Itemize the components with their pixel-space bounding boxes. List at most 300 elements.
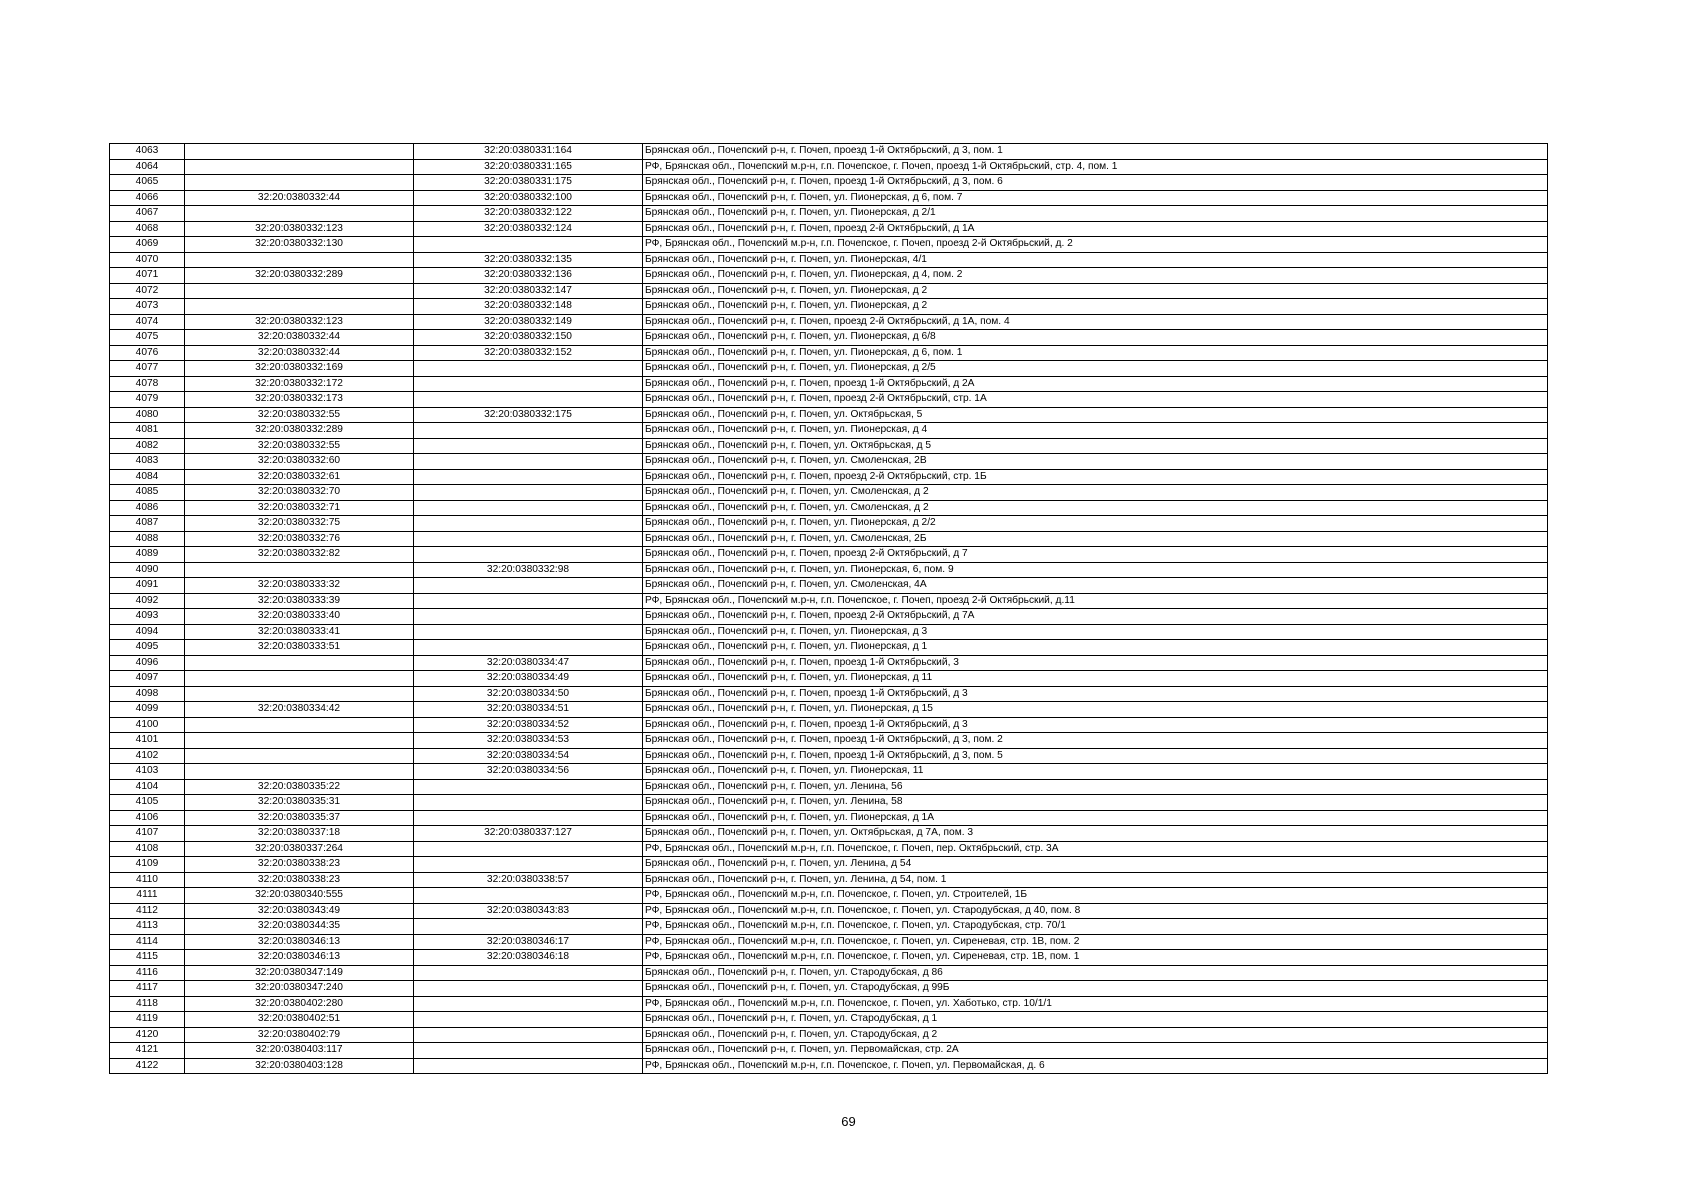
- object-cadastral-number-cell: 32:20:0380334:56: [414, 764, 643, 780]
- row-number-cell: 4075: [110, 330, 185, 346]
- land-plot-cadastral-number-cell: 32:20:0380403:117: [185, 1043, 414, 1059]
- land-plot-cadastral-number-cell: 32:20:0380333:41: [185, 624, 414, 640]
- row-number-cell: 4107: [110, 826, 185, 842]
- row-number-cell: 4088: [110, 531, 185, 547]
- object-cadastral-number-cell: 32:20:0380346:17: [414, 934, 643, 950]
- row-number-cell: 4115: [110, 950, 185, 966]
- address-cell: Брянская обл., Почепский р-н, г. Почеп, ул. Пионерская, 6, пом. 9: [643, 562, 1548, 578]
- table-row: [110, 159, 1548, 175]
- table-row: [110, 764, 1548, 780]
- address-cell: Брянская обл., Почепский р-н, г. Почеп, ул. Стародубская, д 99Б: [643, 981, 1548, 997]
- table-row: [110, 268, 1548, 284]
- row-number-cell: 4063: [110, 144, 185, 160]
- table-row: [110, 500, 1548, 516]
- table-row: [110, 981, 1548, 997]
- object-cadastral-number-cell: [414, 423, 643, 439]
- address-cell: Брянская обл., Почепский р-н, г. Почеп, ул. Стародубская, д 2: [643, 1027, 1548, 1043]
- table-row: [110, 888, 1548, 904]
- land-plot-cadastral-number-cell: 32:20:0380332:60: [185, 454, 414, 470]
- table-row: [110, 392, 1548, 408]
- row-number-cell: 4070: [110, 252, 185, 268]
- land-plot-cadastral-number-cell: 32:20:0380347:240: [185, 981, 414, 997]
- row-number-cell: 4102: [110, 748, 185, 764]
- object-cadastral-number-cell: 32:20:0380332:122: [414, 206, 643, 222]
- row-number-cell: 4069: [110, 237, 185, 253]
- table-row: [110, 330, 1548, 346]
- address-cell: Брянская обл., Почепский р-н, г. Почеп, проезд 2-й Октябрьский, стр. 1Б: [643, 469, 1548, 485]
- object-cadastral-number-cell: [414, 965, 643, 981]
- table-row: [110, 1043, 1548, 1059]
- table-row: [110, 857, 1548, 873]
- table-row: [110, 1058, 1548, 1074]
- land-plot-cadastral-number-cell: 32:20:0380335:31: [185, 795, 414, 811]
- table-row: [110, 810, 1548, 826]
- row-number-cell: 4085: [110, 485, 185, 501]
- object-cadastral-number-cell: 32:20:0380334:54: [414, 748, 643, 764]
- address-cell: Брянская обл., Почепский р-н, г. Почеп, проезд 1-й Октябрьский, д 3, пом. 6: [643, 175, 1548, 191]
- table-row: [110, 1027, 1548, 1043]
- address-cell: Брянская обл., Почепский р-н, г. Почеп, проезд 1-й Октябрьский, д 2А: [643, 376, 1548, 392]
- address-cell: Брянская обл., Почепский р-н, г. Почеп, ул. Пионерская, д 2/5: [643, 361, 1548, 377]
- object-cadastral-number-cell: [414, 624, 643, 640]
- table-row: [110, 516, 1548, 532]
- object-cadastral-number-cell: [414, 469, 643, 485]
- table-row: [110, 686, 1548, 702]
- cadastral-registry-table: [109, 143, 1548, 1074]
- table-row: [110, 283, 1548, 299]
- object-cadastral-number-cell: 32:20:0380332:136: [414, 268, 643, 284]
- object-cadastral-number-cell: 32:20:0380332:150: [414, 330, 643, 346]
- object-cadastral-number-cell: [414, 593, 643, 609]
- land-plot-cadastral-number-cell: 32:20:0380332:55: [185, 438, 414, 454]
- land-plot-cadastral-number-cell: [185, 299, 414, 315]
- table-row: [110, 221, 1548, 237]
- row-number-cell: 4073: [110, 299, 185, 315]
- address-cell: Брянская обл., Почепский р-н, г. Почеп, ул. Ленина, 56: [643, 779, 1548, 795]
- row-number-cell: 4068: [110, 221, 185, 237]
- address-cell: Брянская обл., Почепский р-н, г. Почеп, ул. Смоленская, д 2: [643, 500, 1548, 516]
- table-row: [110, 996, 1548, 1012]
- object-cadastral-number-cell: 32:20:0380343:83: [414, 903, 643, 919]
- land-plot-cadastral-number-cell: 32:20:0380332:130: [185, 237, 414, 253]
- address-cell: РФ, Брянская обл., Почепский м.р-н, г.п. Почепское, г. Почеп, ул. Сиреневая, стр. 1В, пом. 2: [643, 934, 1548, 950]
- object-cadastral-number-cell: [414, 361, 643, 377]
- object-cadastral-number-cell: [414, 454, 643, 470]
- land-plot-cadastral-number-cell: 32:20:0380332:76: [185, 531, 414, 547]
- address-cell: РФ, Брянская обл., Почепский м.р-н, г.п. Почепское, г. Почеп, ул. Хаботько, стр. 10/1/1: [643, 996, 1548, 1012]
- object-cadastral-number-cell: 32:20:0380334:49: [414, 671, 643, 687]
- address-cell: РФ, Брянская обл., Почепский м.р-н, г.п. Почепское, г. Почеп, ул. Первомайская, д. 6: [643, 1058, 1548, 1074]
- address-cell: Брянская обл., Почепский р-н, г. Почеп, проезд 1-й Октябрьский, 3: [643, 655, 1548, 671]
- row-number-cell: 4091: [110, 578, 185, 594]
- table-row: [110, 1012, 1548, 1028]
- address-cell: Брянская обл., Почепский р-н, г. Почеп, ул. Стародубская, д 86: [643, 965, 1548, 981]
- land-plot-cadastral-number-cell: 32:20:0380337:264: [185, 841, 414, 857]
- table-row: [110, 144, 1548, 160]
- table-row: [110, 733, 1548, 749]
- land-plot-cadastral-number-cell: 32:20:0380332:70: [185, 485, 414, 501]
- object-cadastral-number-cell: 32:20:0380338:57: [414, 872, 643, 888]
- table-row: [110, 841, 1548, 857]
- object-cadastral-number-cell: 32:20:0380332:149: [414, 314, 643, 330]
- address-cell: Брянская обл., Почепский р-н, г. Почеп, ул. Ленина, д 54: [643, 857, 1548, 873]
- row-number-cell: 4111: [110, 888, 185, 904]
- land-plot-cadastral-number-cell: 32:20:0380332:173: [185, 392, 414, 408]
- row-number-cell: 4066: [110, 190, 185, 206]
- row-number-cell: 4064: [110, 159, 185, 175]
- address-cell: Брянская обл., Почепский р-н, г. Почеп, ул. Пионерская, д 4, пом. 2: [643, 268, 1548, 284]
- table-row: [110, 438, 1548, 454]
- address-cell: РФ, Брянская обл., Почепский м.р-н, г.п. Почепское, г. Почеп, ул. Стародубская, д 40, пом. 8: [643, 903, 1548, 919]
- object-cadastral-number-cell: [414, 438, 643, 454]
- land-plot-cadastral-number-cell: 32:20:0380346:13: [185, 934, 414, 950]
- row-number-cell: 4108: [110, 841, 185, 857]
- table-row: [110, 361, 1548, 377]
- row-number-cell: 4104: [110, 779, 185, 795]
- table-row: [110, 934, 1548, 950]
- object-cadastral-number-cell: [414, 888, 643, 904]
- table-row: [110, 454, 1548, 470]
- object-cadastral-number-cell: [414, 857, 643, 873]
- row-number-cell: 4083: [110, 454, 185, 470]
- address-cell: Брянская обл., Почепский р-н, г. Почеп, ул. Пионерская, д 2: [643, 299, 1548, 315]
- land-plot-cadastral-number-cell: 32:20:0380333:32: [185, 578, 414, 594]
- row-number-cell: 4077: [110, 361, 185, 377]
- land-plot-cadastral-number-cell: 32:20:0380332:44: [185, 345, 414, 361]
- land-plot-cadastral-number-cell: 32:20:0380344:35: [185, 919, 414, 935]
- address-cell: Брянская обл., Почепский р-н, г. Почеп, ул. Октябрьская, 5: [643, 407, 1548, 423]
- table-row: [110, 717, 1548, 733]
- address-cell: Брянская обл., Почепский р-н, г. Почеп, ул. Пионерская, д 15: [643, 702, 1548, 718]
- table-row: [110, 237, 1548, 253]
- land-plot-cadastral-number-cell: 32:20:0380332:82: [185, 547, 414, 563]
- address-cell: Брянская обл., Почепский р-н, г. Почеп, ул. Смоленская, д 2: [643, 485, 1548, 501]
- row-number-cell: 4082: [110, 438, 185, 454]
- row-number-cell: 4090: [110, 562, 185, 578]
- row-number-cell: 4117: [110, 981, 185, 997]
- land-plot-cadastral-number-cell: [185, 252, 414, 268]
- table-row: [110, 826, 1548, 842]
- land-plot-cadastral-number-cell: 32:20:0380402:51: [185, 1012, 414, 1028]
- object-cadastral-number-cell: 32:20:0380334:50: [414, 686, 643, 702]
- land-plot-cadastral-number-cell: 32:20:0380337:18: [185, 826, 414, 842]
- address-cell: Брянская обл., Почепский р-н, г. Почеп, проезд 1-й Октябрьский, д 3: [643, 717, 1548, 733]
- land-plot-cadastral-number-cell: 32:20:0380332:289: [185, 268, 414, 284]
- object-cadastral-number-cell: 32:20:0380334:52: [414, 717, 643, 733]
- address-cell: Брянская обл., Почепский р-н, г. Почеп, ул. Пионерская, д 2/2: [643, 516, 1548, 532]
- land-plot-cadastral-number-cell: 32:20:0380332:44: [185, 190, 414, 206]
- land-plot-cadastral-number-cell: 32:20:0380343:49: [185, 903, 414, 919]
- table-row: [110, 531, 1548, 547]
- object-cadastral-number-cell: 32:20:0380332:148: [414, 299, 643, 315]
- object-cadastral-number-cell: 32:20:0380332:100: [414, 190, 643, 206]
- table-row: [110, 562, 1548, 578]
- row-number-cell: 4098: [110, 686, 185, 702]
- land-plot-cadastral-number-cell: [185, 764, 414, 780]
- table-row: [110, 593, 1548, 609]
- address-cell: Брянская обл., Почепский р-н, г. Почеп, ул. Первомайская, стр. 2А: [643, 1043, 1548, 1059]
- row-number-cell: 4086: [110, 500, 185, 516]
- row-number-cell: 4110: [110, 872, 185, 888]
- object-cadastral-number-cell: 32:20:0380332:152: [414, 345, 643, 361]
- land-plot-cadastral-number-cell: 32:20:0380332:55: [185, 407, 414, 423]
- row-number-cell: 4067: [110, 206, 185, 222]
- land-plot-cadastral-number-cell: 32:20:0380338:23: [185, 857, 414, 873]
- address-cell: Брянская обл., Почепский р-н, г. Почеп, ул. Пионерская, д 1: [643, 640, 1548, 656]
- address-cell: Брянская обл., Почепский р-н, г. Почеп, ул. Пионерская, д 2/1: [643, 206, 1548, 222]
- table-row: [110, 655, 1548, 671]
- row-number-cell: 4095: [110, 640, 185, 656]
- address-cell: РФ, Брянская обл., Почепский м.р-н, г.п. Почепское, г. Почеп, ул. Стародубская, стр. 70/1: [643, 919, 1548, 935]
- address-cell: Брянская обл., Почепский р-н, г. Почеп, ул. Смоленская, 2Б: [643, 531, 1548, 547]
- land-plot-cadastral-number-cell: [185, 206, 414, 222]
- row-number-cell: 4121: [110, 1043, 185, 1059]
- row-number-cell: 4089: [110, 547, 185, 563]
- land-plot-cadastral-number-cell: 32:20:0380403:128: [185, 1058, 414, 1074]
- row-number-cell: 4079: [110, 392, 185, 408]
- object-cadastral-number-cell: [414, 485, 643, 501]
- object-cadastral-number-cell: [414, 640, 643, 656]
- table-row: [110, 376, 1548, 392]
- row-number-cell: 4109: [110, 857, 185, 873]
- table-row: [110, 702, 1548, 718]
- object-cadastral-number-cell: [414, 547, 643, 563]
- address-cell: РФ, Брянская обл., Почепский м.р-н, г.п. Почепское, г. Почеп, ул. Сиреневая, стр. 1В, пом. 1: [643, 950, 1548, 966]
- land-plot-cadastral-number-cell: [185, 671, 414, 687]
- address-cell: Брянская обл., Почепский р-н, г. Почеп, проезд 1-й Октябрьский, д 3: [643, 686, 1548, 702]
- page-number: 69: [841, 1114, 856, 1129]
- address-cell: Брянская обл., Почепский р-н, г. Почеп, ул. Стародубская, д 1: [643, 1012, 1548, 1028]
- table-row: [110, 640, 1548, 656]
- land-plot-cadastral-number-cell: [185, 748, 414, 764]
- address-cell: Брянская обл., Почепский р-н, г. Почеп, ул. Пионерская, д 3: [643, 624, 1548, 640]
- address-cell: Брянская обл., Почепский р-н, г. Почеп, ул. Пионерская, д 2: [643, 283, 1548, 299]
- address-cell: Брянская обл., Почепский р-н, г. Почеп, ул. Пионерская, д 6/8: [643, 330, 1548, 346]
- land-plot-cadastral-number-cell: [185, 686, 414, 702]
- object-cadastral-number-cell: [414, 996, 643, 1012]
- land-plot-cadastral-number-cell: 32:20:0380334:42: [185, 702, 414, 718]
- address-cell: Брянская обл., Почепский р-н, г. Почеп, проезд 2-й Октябрьский, д 7: [643, 547, 1548, 563]
- table-row: [110, 965, 1548, 981]
- land-plot-cadastral-number-cell: 32:20:0380335:22: [185, 779, 414, 795]
- object-cadastral-number-cell: [414, 1058, 643, 1074]
- row-number-cell: 4112: [110, 903, 185, 919]
- land-plot-cadastral-number-cell: 32:20:0380332:75: [185, 516, 414, 532]
- table-row: [110, 748, 1548, 764]
- address-cell: Брянская обл., Почепский р-н, г. Почеп, проезд 2-й Октябрьский, д 1А, пом. 4: [643, 314, 1548, 330]
- table-row: [110, 469, 1548, 485]
- object-cadastral-number-cell: 32:20:0380337:127: [414, 826, 643, 842]
- address-cell: Брянская обл., Почепский р-н, г. Почеп, проезд 1-й Октябрьский, д 3, пом. 1: [643, 144, 1548, 160]
- object-cadastral-number-cell: [414, 500, 643, 516]
- object-cadastral-number-cell: 32:20:0380332:147: [414, 283, 643, 299]
- address-cell: Брянская обл., Почепский р-н, г. Почеп, ул. Пионерская, д 6, пом. 7: [643, 190, 1548, 206]
- object-cadastral-number-cell: [414, 376, 643, 392]
- row-number-cell: 4105: [110, 795, 185, 811]
- object-cadastral-number-cell: 32:20:0380332:135: [414, 252, 643, 268]
- registry-table-body: [110, 144, 1548, 1074]
- object-cadastral-number-cell: [414, 841, 643, 857]
- object-cadastral-number-cell: [414, 531, 643, 547]
- table-row: [110, 423, 1548, 439]
- land-plot-cadastral-number-cell: 32:20:0380335:37: [185, 810, 414, 826]
- land-plot-cadastral-number-cell: 32:20:0380332:61: [185, 469, 414, 485]
- object-cadastral-number-cell: [414, 1012, 643, 1028]
- address-cell: Брянская обл., Почепский р-н, г. Почеп, ул. Смоленская, 4А: [643, 578, 1548, 594]
- land-plot-cadastral-number-cell: 32:20:0380402:280: [185, 996, 414, 1012]
- address-cell: Брянская обл., Почепский р-н, г. Почеп, ул. Пионерская, д 4: [643, 423, 1548, 439]
- address-cell: Брянская обл., Почепский р-н, г. Почеп, ул. Октябрьская, д 5: [643, 438, 1548, 454]
- object-cadastral-number-cell: 32:20:0380331:165: [414, 159, 643, 175]
- row-number-cell: 4122: [110, 1058, 185, 1074]
- land-plot-cadastral-number-cell: [185, 283, 414, 299]
- row-number-cell: 4072: [110, 283, 185, 299]
- object-cadastral-number-cell: 32:20:0380331:164: [414, 144, 643, 160]
- address-cell: Брянская обл., Почепский р-н, г. Почеп, проезд 2-й Октябрьский, д 7А: [643, 609, 1548, 625]
- object-cadastral-number-cell: [414, 1027, 643, 1043]
- table-row: [110, 872, 1548, 888]
- table-row: [110, 779, 1548, 795]
- object-cadastral-number-cell: [414, 392, 643, 408]
- row-number-cell: 4094: [110, 624, 185, 640]
- land-plot-cadastral-number-cell: 32:20:0380333:51: [185, 640, 414, 656]
- address-cell: Брянская обл., Почепский р-н, г. Почеп, ул. Ленина, д 54, пом. 1: [643, 872, 1548, 888]
- table-row: [110, 950, 1548, 966]
- row-number-cell: 4106: [110, 810, 185, 826]
- address-cell: РФ, Брянская обл., Почепский м.р-н, г.п. Почепское, г. Почеп, проезд 2-й Октябрьский, д. 2: [643, 237, 1548, 253]
- object-cadastral-number-cell: [414, 516, 643, 532]
- object-cadastral-number-cell: 32:20:0380334:47: [414, 655, 643, 671]
- table-row: [110, 407, 1548, 423]
- land-plot-cadastral-number-cell: [185, 733, 414, 749]
- land-plot-cadastral-number-cell: [185, 144, 414, 160]
- row-number-cell: 4113: [110, 919, 185, 935]
- table-row: [110, 314, 1548, 330]
- row-number-cell: 4084: [110, 469, 185, 485]
- object-cadastral-number-cell: [414, 981, 643, 997]
- row-number-cell: 4118: [110, 996, 185, 1012]
- row-number-cell: 4076: [110, 345, 185, 361]
- table-row: [110, 547, 1548, 563]
- row-number-cell: 4096: [110, 655, 185, 671]
- address-cell: РФ, Брянская обл., Почепский м.р-н, г.п. Почепское, г. Почеп, ул. Строителей, 1Б: [643, 888, 1548, 904]
- row-number-cell: 4119: [110, 1012, 185, 1028]
- land-plot-cadastral-number-cell: [185, 159, 414, 175]
- row-number-cell: 4074: [110, 314, 185, 330]
- row-number-cell: 4071: [110, 268, 185, 284]
- land-plot-cadastral-number-cell: 32:20:0380332:44: [185, 330, 414, 346]
- table-row: [110, 919, 1548, 935]
- row-number-cell: 4087: [110, 516, 185, 532]
- row-number-cell: 4116: [110, 965, 185, 981]
- row-number-cell: 4100: [110, 717, 185, 733]
- object-cadastral-number-cell: 32:20:0380332:175: [414, 407, 643, 423]
- land-plot-cadastral-number-cell: 32:20:0380332:123: [185, 221, 414, 237]
- table-row: [110, 795, 1548, 811]
- table-row: [110, 609, 1548, 625]
- row-number-cell: 4092: [110, 593, 185, 609]
- land-plot-cadastral-number-cell: [185, 562, 414, 578]
- address-cell: Брянская обл., Почепский р-н, г. Почеп, ул. Пионерская, 4/1: [643, 252, 1548, 268]
- address-cell: Брянская обл., Почепский р-н, г. Почеп, ул. Пионерская, д 11: [643, 671, 1548, 687]
- table-row: [110, 252, 1548, 268]
- object-cadastral-number-cell: [414, 578, 643, 594]
- table-row: [110, 485, 1548, 501]
- land-plot-cadastral-number-cell: 32:20:0380332:71: [185, 500, 414, 516]
- object-cadastral-number-cell: [414, 779, 643, 795]
- land-plot-cadastral-number-cell: 32:20:0380332:169: [185, 361, 414, 377]
- table-row: [110, 671, 1548, 687]
- address-cell: РФ, Брянская обл., Почепский м.р-н, г.п. Почепское, г. Почеп, проезд 2-й Октябрьский, д.11: [643, 593, 1548, 609]
- address-cell: Брянская обл., Почепский р-н, г. Почеп, проезд 1-й Октябрьский, д 3, пом. 5: [643, 748, 1548, 764]
- object-cadastral-number-cell: [414, 810, 643, 826]
- table-row: [110, 903, 1548, 919]
- table-row: [110, 345, 1548, 361]
- table-row: [110, 175, 1548, 191]
- row-number-cell: 4081: [110, 423, 185, 439]
- object-cadastral-number-cell: [414, 1043, 643, 1059]
- row-number-cell: 4093: [110, 609, 185, 625]
- address-cell: Брянская обл., Почепский р-н, г. Почеп, ул. Ленина, 58: [643, 795, 1548, 811]
- land-plot-cadastral-number-cell: 32:20:0380338:23: [185, 872, 414, 888]
- land-plot-cadastral-number-cell: [185, 175, 414, 191]
- address-cell: Брянская обл., Почепский р-н, г. Почеп, проезд 2-й Октябрьский, стр. 1А: [643, 392, 1548, 408]
- land-plot-cadastral-number-cell: 32:20:0380332:123: [185, 314, 414, 330]
- land-plot-cadastral-number-cell: 32:20:0380332:289: [185, 423, 414, 439]
- address-cell: Брянская обл., Почепский р-н, г. Почеп, ул. Пионерская, д 6, пом. 1: [643, 345, 1548, 361]
- address-cell: Брянская обл., Почепский р-н, г. Почеп, проезд 2-й Октябрьский, д 1А: [643, 221, 1548, 237]
- table-row: [110, 299, 1548, 315]
- land-plot-cadastral-number-cell: 32:20:0380332:172: [185, 376, 414, 392]
- object-cadastral-number-cell: 32:20:0380346:18: [414, 950, 643, 966]
- object-cadastral-number-cell: [414, 795, 643, 811]
- land-plot-cadastral-number-cell: [185, 655, 414, 671]
- row-number-cell: 4080: [110, 407, 185, 423]
- object-cadastral-number-cell: [414, 237, 643, 253]
- address-cell: Брянская обл., Почепский р-н, г. Почеп, проезд 1-й Октябрьский, д 3, пом. 2: [643, 733, 1548, 749]
- object-cadastral-number-cell: [414, 609, 643, 625]
- object-cadastral-number-cell: 32:20:0380334:53: [414, 733, 643, 749]
- land-plot-cadastral-number-cell: 32:20:0380340:555: [185, 888, 414, 904]
- address-cell: Брянская обл., Почепский р-н, г. Почеп, ул. Смоленская, 2В: [643, 454, 1548, 470]
- land-plot-cadastral-number-cell: 32:20:0380346:13: [185, 950, 414, 966]
- row-number-cell: 4120: [110, 1027, 185, 1043]
- row-number-cell: 4097: [110, 671, 185, 687]
- land-plot-cadastral-number-cell: 32:20:0380402:79: [185, 1027, 414, 1043]
- land-plot-cadastral-number-cell: 32:20:0380333:40: [185, 609, 414, 625]
- table-row: [110, 578, 1548, 594]
- object-cadastral-number-cell: 32:20:0380332:124: [414, 221, 643, 237]
- address-cell: РФ, Брянская обл., Почепский м.р-н, г.п. Почепское, г. Почеп, проезд 1-й Октябрьский, стр. 4, пом. 1: [643, 159, 1548, 175]
- land-plot-cadastral-number-cell: 32:20:0380333:39: [185, 593, 414, 609]
- land-plot-cadastral-number-cell: [185, 717, 414, 733]
- table-row: [110, 190, 1548, 206]
- object-cadastral-number-cell: 32:20:0380332:98: [414, 562, 643, 578]
- object-cadastral-number-cell: 32:20:0380334:51: [414, 702, 643, 718]
- row-number-cell: 4101: [110, 733, 185, 749]
- address-cell: Брянская обл., Почепский р-н, г. Почеп, ул. Пионерская, д 1А: [643, 810, 1548, 826]
- row-number-cell: 4078: [110, 376, 185, 392]
- address-cell: Брянская обл., Почепский р-н, г. Почеп, ул. Октябрьская, д 7А, пом. 3: [643, 826, 1548, 842]
- address-cell: Брянская обл., Почепский р-н, г. Почеп, ул. Пионерская, 11: [643, 764, 1548, 780]
- row-number-cell: 4103: [110, 764, 185, 780]
- row-number-cell: 4114: [110, 934, 185, 950]
- row-number-cell: 4065: [110, 175, 185, 191]
- object-cadastral-number-cell: [414, 919, 643, 935]
- land-plot-cadastral-number-cell: 32:20:0380347:149: [185, 965, 414, 981]
- row-number-cell: 4099: [110, 702, 185, 718]
- table-row: [110, 624, 1548, 640]
